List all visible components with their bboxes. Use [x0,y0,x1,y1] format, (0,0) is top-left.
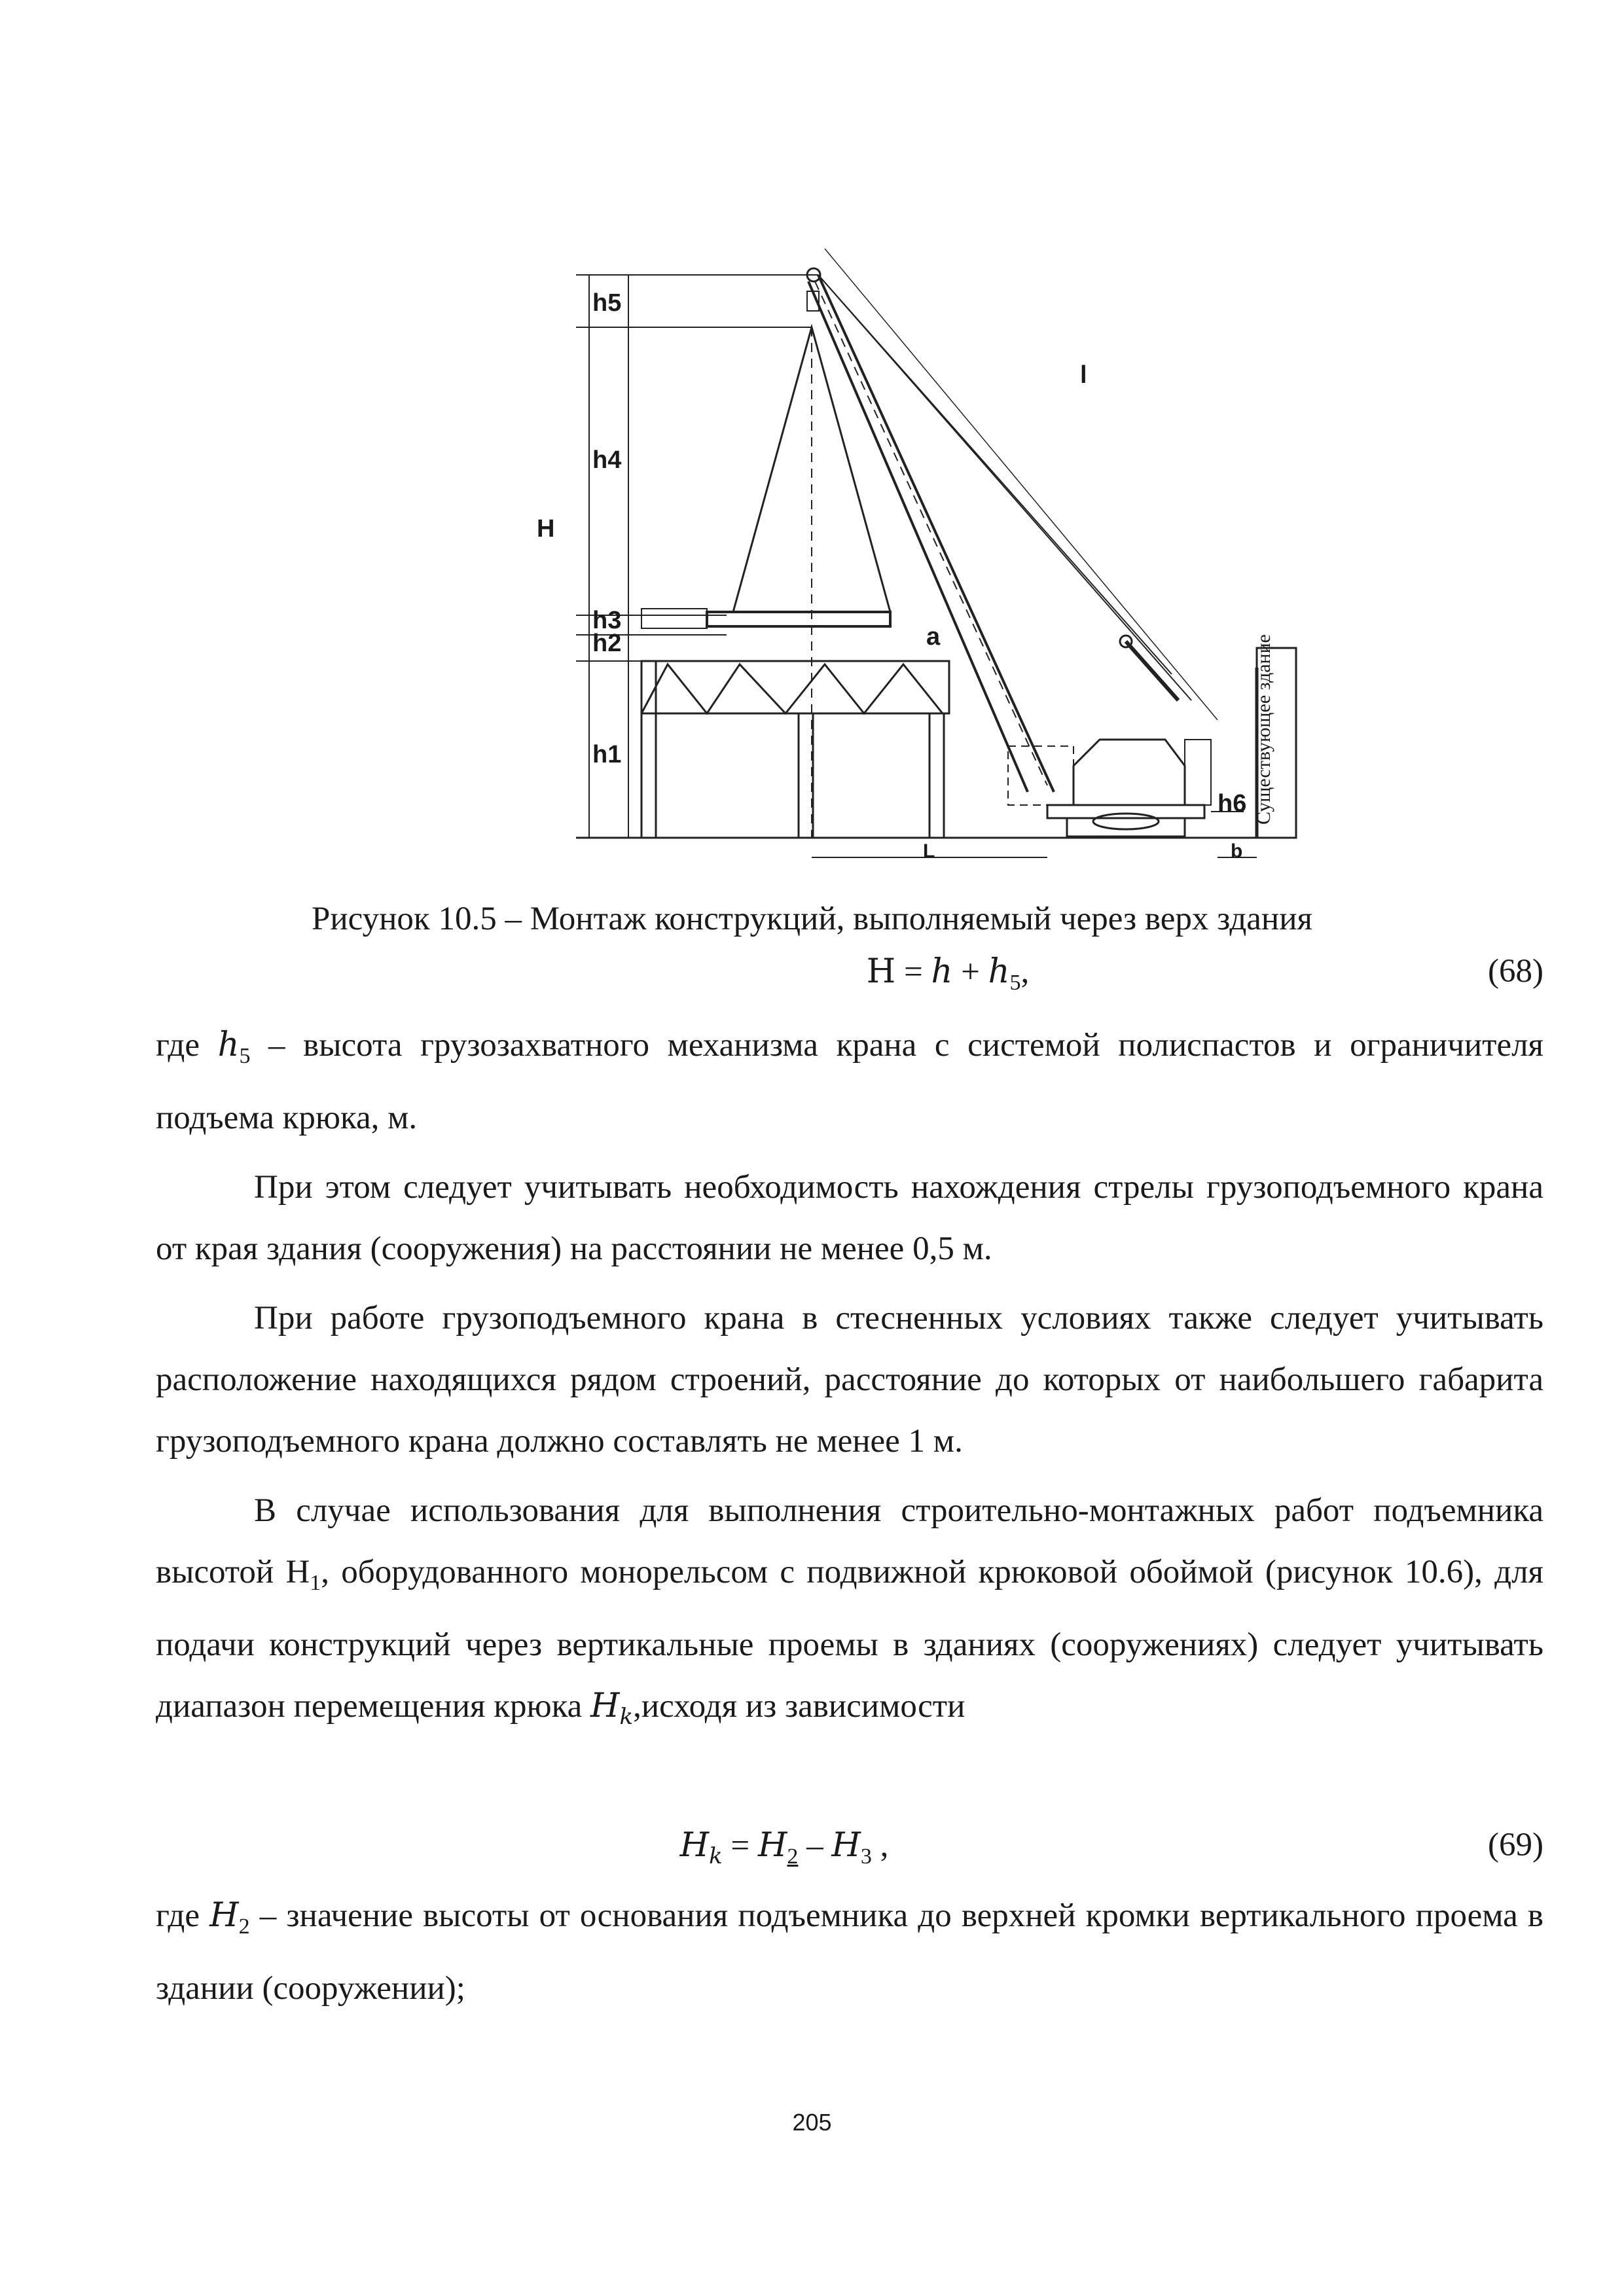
label-h3: h3 [592,607,622,634]
paragraph-boom-distance: При этом следует учитывать необходимость нахождения стрелы грузоподъемного крана от края здания (сооружения) на расстоянии не менее 0,5 м. [156,1169,1543,1268]
paragraph-cramped-conditions: При работе грузоподъемного крана в стесненных условиях также следует учитывать расположение находящихся рядом строений, расстояние до которых от наибольшего габарита грузоподъемного крана должно составлять не менее 1 м. [156,1300,1543,1460]
formula-68-expression: $H = h + h_5$, [866,952,1030,996]
label-l: l [1080,361,1087,389]
figure-caption: Рисунок 10.5 – Монтаж конструкций, выполняемый через верх здания [312,901,1312,937]
paragraph-h2-definition [156,1885,1543,2019]
para1-text: – высота грузозахватного механизма крана с системой полиспастов и ограничителя подъема крюка, м. [156,1027,1543,1137]
dim-line-l [825,249,1218,720]
hoist-cable-2 [818,275,1172,674]
text-body-2 [156,1885,1543,2019]
para5-lead: где [156,1897,210,1934]
crane-platform [1047,805,1204,818]
crane-tail [1185,740,1211,805]
para5-var: H [209,1896,239,1935]
para1-sub: 5 [239,1044,251,1069]
boom-lower-chord [808,281,1028,792]
roof-truss [641,661,949,713]
label-L: L [923,840,935,862]
boom-axis [815,281,1047,785]
formula-68-number: (68) [1488,953,1543,990]
label-a: a [926,623,941,651]
para1-var: h [217,1026,240,1064]
gantry-strut [1126,641,1178,700]
para4-after: ,исходя из зависимости [633,1688,965,1725]
label-h2: h2 [592,630,622,657]
para4-before: В случае использования для выполнения строительно-монтажных работ подъемника высотой Н [156,1492,1543,1591]
paragraph-h5-definition [156,1014,1543,1149]
text-body [156,1014,1543,1748]
para1-lead: где [156,1027,218,1064]
label-b: b [1231,840,1243,862]
label-h1: h1 [592,741,622,768]
label-existing-building: Существующее здание [1253,634,1274,825]
building-column-3 [929,713,944,838]
slewing-ring [1093,814,1159,829]
building-column-1 [641,661,656,838]
crane-track [1067,818,1185,836]
para4-var: H [590,1687,620,1726]
para5-sub: 2 [238,1914,250,1939]
label-h6: h6 [1218,790,1247,817]
truss-web [641,664,943,713]
label-h5: h5 [592,289,622,317]
formula-69-number: (69) [1488,1827,1543,1863]
formula-69-expression: $H_k = H_2 - H_3$ , [679,1826,889,1870]
para4-middle: , оборудованного монорельсом с подвижной крюковой обоймой (рисунок 10.6), для подачи конструкций через вертикальные проемы в зданиях (сооружениях) следует учитывать диапазон перемещения крюка [156,1554,1543,1725]
formula-69 [156,1826,1543,1878]
crane-diagram [511,177,1335,870]
crane-cab [1074,740,1185,805]
page-number: 205 [792,2109,832,2136]
para5-text: – значение высоты от основания подъемника до верхней кромки вертикального проема в здании (сооружении); [156,1897,1543,2007]
building-column-2 [799,713,813,838]
label-H: H [537,515,555,543]
para4-sub: 1 [310,1571,321,1596]
para4-varsub: k [619,1704,634,1731]
paragraph-hoist-monorail [156,1480,1543,1748]
load-beam [707,612,890,626]
beam-end [641,609,707,628]
label-h4: h4 [592,446,622,474]
formula-68 [156,952,1543,1005]
crane-counterweight [1008,746,1074,805]
figure-crane-diagram [511,177,1335,870]
